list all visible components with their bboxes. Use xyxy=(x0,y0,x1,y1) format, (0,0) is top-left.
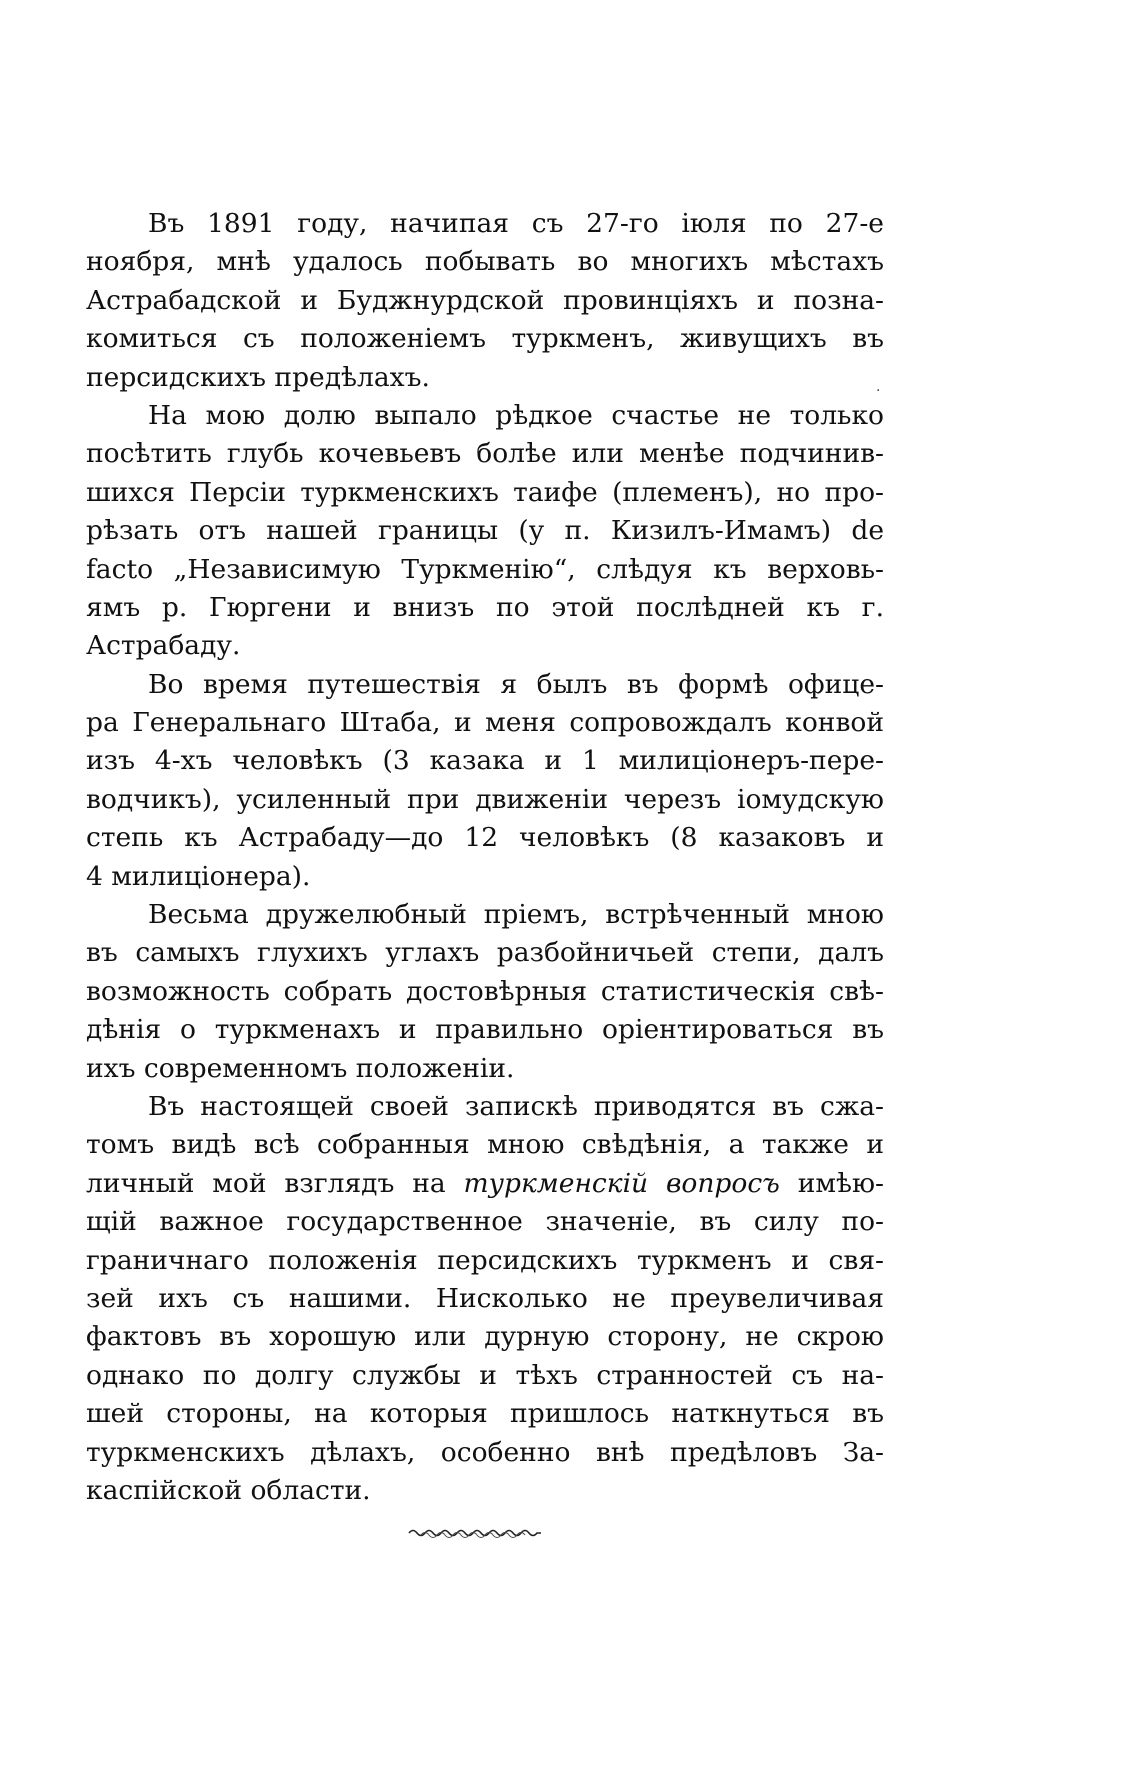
italic-phrase: туркменскій вопросъ xyxy=(463,1167,780,1199)
text-line: ихъ современномъ положеніи. xyxy=(86,1052,515,1084)
text-line: туркменскихъ дѣлахъ, особенно внѣ предѣловъ За- xyxy=(86,1436,884,1468)
text-line: ноября, мнѣ удалось побывать во многихъ мѣстахъ xyxy=(86,246,884,278)
text-line: въ самыхъ глухихъ углахъ разбойничьей степи, далъ xyxy=(86,937,884,969)
text-line: Весьма дружелюбный пріемъ, встрѣченный мною xyxy=(148,899,884,931)
text-line: водчикъ), усиленный при движеніи черезъ іомудскую xyxy=(86,783,884,815)
text-line: изъ 4-хъ человѣкъ (3 казака и 1 милиціонеръ-пере- xyxy=(86,745,884,777)
text-line: фактовъ въ хорошую или дурную сторону, не скрою xyxy=(86,1321,884,1353)
text-line: Астрабаду. xyxy=(86,630,241,662)
text-line: Въ 1891 году, начипая съ 27-го іюля по 27-е xyxy=(148,208,884,239)
text-line: возможность собрать достовѣрныя статистическія свѣ- xyxy=(86,975,884,1007)
text-line: рѣзать отъ нашей границы (у п. Кизилъ-Имамъ) de xyxy=(86,515,884,547)
text-line: Астрабадской и Буджнурдской провинціяхъ и позна- xyxy=(86,284,884,316)
text-line: Во время путешествія я былъ въ формѣ офице- xyxy=(148,668,884,700)
text-line: степь къ Астрабаду—до 12 человѣкъ (8 казаковъ и xyxy=(86,822,884,854)
text-line: 4 милиціонера). xyxy=(86,860,311,892)
text-line: персидскихъ предѣлахъ. xyxy=(86,361,430,393)
text-line: зей ихъ съ нашими. Нисколько не преувеличивая xyxy=(86,1282,884,1314)
text-line: граничнаго положенія персидскихъ туркменъ и свя- xyxy=(86,1244,884,1276)
text-line: томъ видѣ всѣ собранныя мною свѣдѣнія, а также и xyxy=(86,1129,884,1161)
text-line-mixed xyxy=(86,1165,884,1203)
body-text xyxy=(86,205,884,1510)
text-line: На мою долю выпало рѣдкое счастье не только xyxy=(148,399,884,431)
text-line: посѣтить глубь кочевьевъ болѣе или менѣе подчинив- xyxy=(86,438,884,470)
text-line: Въ настоящей своей запискѣ приводятся въ сжа- xyxy=(148,1090,884,1122)
text-segment: имѣю- xyxy=(797,1167,884,1199)
text-line: facto „Независимую Туркменію“, слѣдуя къ верховь- xyxy=(86,553,884,585)
text-line: ямъ р. Гюргени и внизъ по этой послѣдней къ г. xyxy=(86,591,884,623)
text-line: каспійской области. xyxy=(86,1474,371,1506)
end-ornament-icon xyxy=(407,1526,543,1540)
text-line: ра Генеральнаго Штаба, и меня сопровождалъ конвой xyxy=(86,707,884,739)
text-line: щій важное государственное значеніе, въ силу по- xyxy=(86,1206,884,1238)
text-line: комиться съ положеніемъ туркменъ, живущихъ въ xyxy=(86,323,884,355)
text-line: шихся Персіи туркменскихъ таифе (племенъ), но про- xyxy=(86,476,884,508)
stray-mark: · xyxy=(876,383,881,399)
text-segment: личный мой взглядъ на xyxy=(86,1167,446,1199)
text-line: однако по долгу службы и тѣхъ странностей съ на- xyxy=(86,1359,884,1391)
text-line: дѣнія о туркменахъ и правильно оріентироваться въ xyxy=(86,1014,884,1046)
text-line: шей стороны, на которыя пришлось наткнуться въ xyxy=(86,1398,884,1430)
